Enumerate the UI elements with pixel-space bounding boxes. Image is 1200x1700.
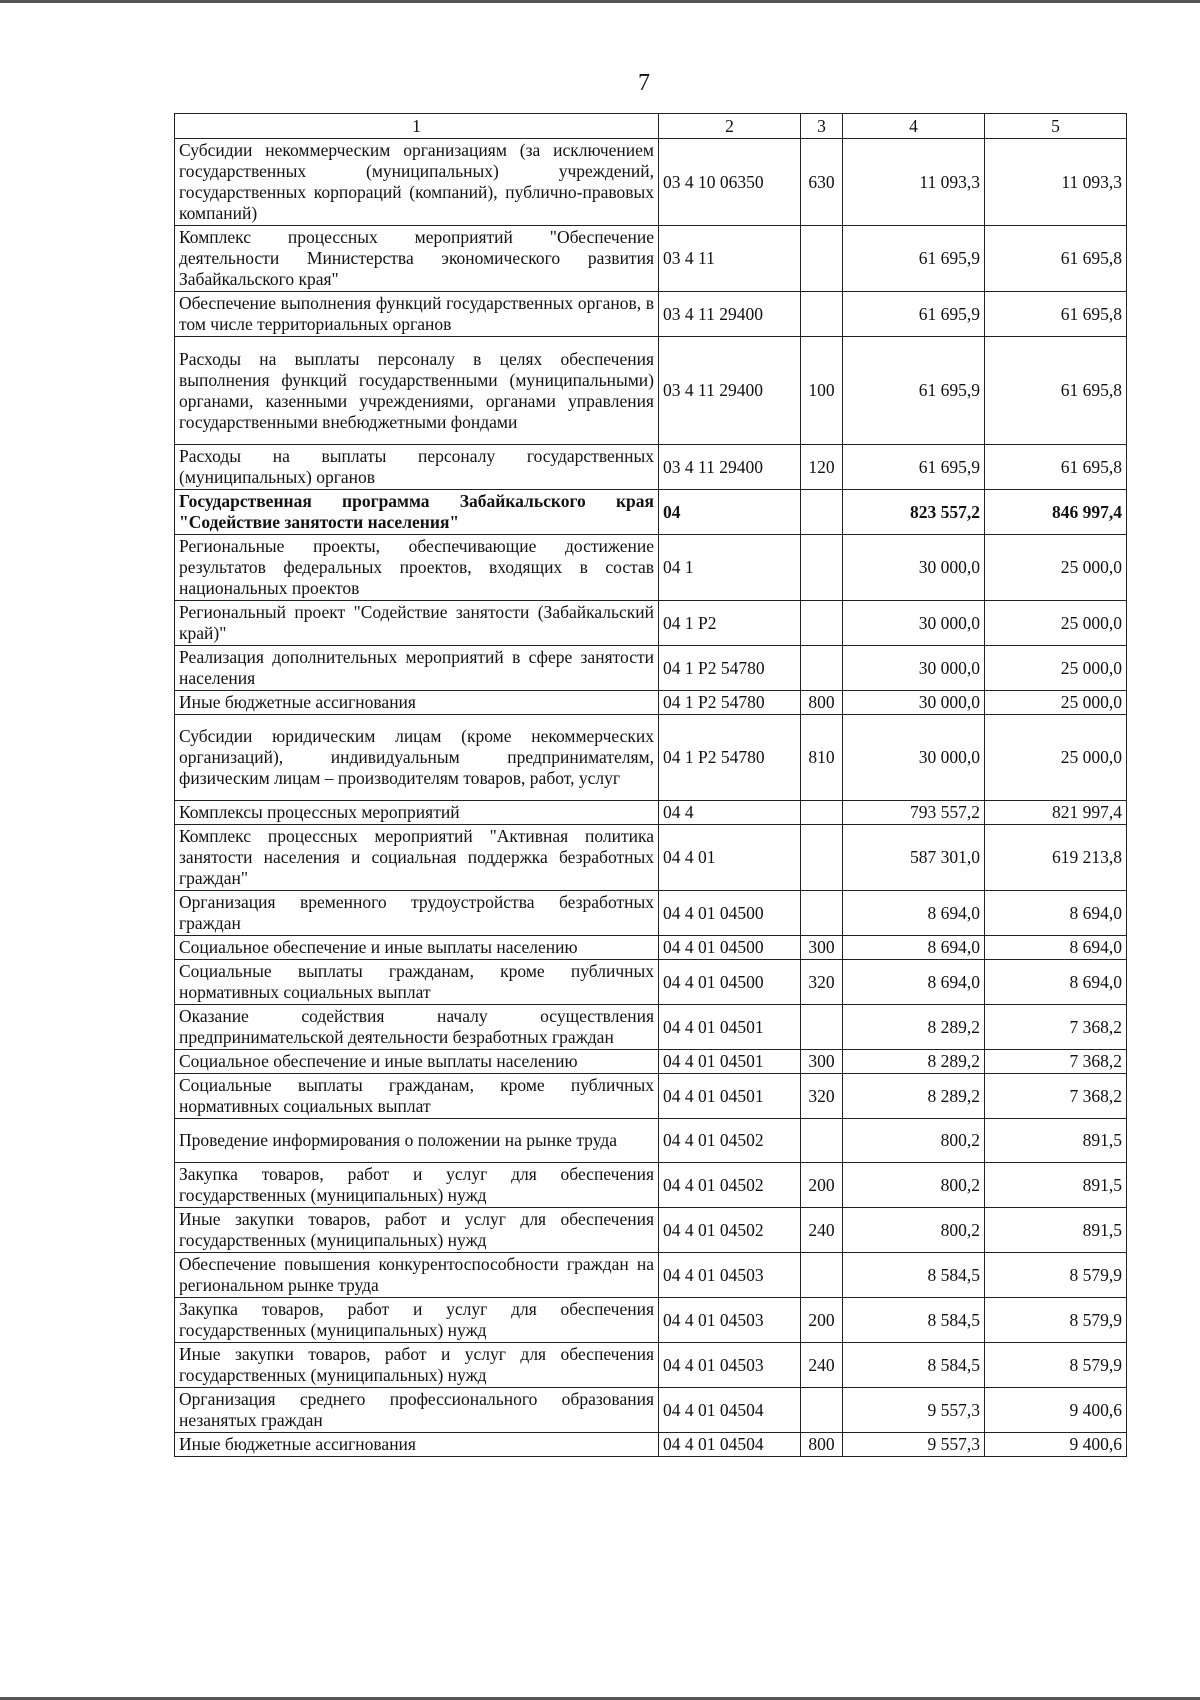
row-value-4-cell: 61 695,9 xyxy=(843,337,985,445)
table-row xyxy=(175,1163,1127,1208)
header-col-4: 4 xyxy=(843,114,985,139)
row-name-cell: Иные бюджетные ассигнования xyxy=(175,691,659,715)
table-body xyxy=(175,139,1127,1457)
table-row xyxy=(175,1298,1127,1343)
row-code-cell: 04 1 Р2 54780 xyxy=(659,691,801,715)
table-row xyxy=(175,801,1127,825)
table-row xyxy=(175,1208,1127,1253)
row-name-cell: Иные бюджетные ассигнования xyxy=(175,1433,659,1457)
row-name-cell: Оказание содействия началу осуществления предпринимательской деятельности безработных граждан xyxy=(175,1005,659,1050)
row-code-cell: 04 4 01 04500 xyxy=(659,960,801,1005)
table-row xyxy=(175,226,1127,292)
row-type-cell: 200 xyxy=(801,1163,843,1208)
row-value-4-cell: 8 289,2 xyxy=(843,1050,985,1074)
row-type-cell xyxy=(801,292,843,337)
row-name-cell: Субсидии некоммерческим организациям (за исключением государственных (муниципальных) учреждений, государственных корпораций (компаний), публично-правовых компаний) xyxy=(175,139,659,226)
row-type-cell xyxy=(801,226,843,292)
row-value-4-cell: 30 000,0 xyxy=(843,715,985,801)
row-value-4-cell: 61 695,9 xyxy=(843,226,985,292)
row-code-cell: 04 4 01 04504 xyxy=(659,1388,801,1433)
row-value-5-cell: 8 694,0 xyxy=(985,960,1127,1005)
row-value-4-cell: 11 093,3 xyxy=(843,139,985,226)
row-value-5-cell: 25 000,0 xyxy=(985,646,1127,691)
row-type-cell xyxy=(801,1388,843,1433)
table-row xyxy=(175,1388,1127,1433)
table-row xyxy=(175,1005,1127,1050)
row-value-5-cell: 61 695,8 xyxy=(985,445,1127,490)
row-name-cell: Социальное обеспечение и иные выплаты населению xyxy=(175,936,659,960)
row-value-5-cell: 891,5 xyxy=(985,1163,1127,1208)
row-value-5-cell: 8 579,9 xyxy=(985,1343,1127,1388)
row-value-4-cell: 9 557,3 xyxy=(843,1388,985,1433)
row-type-cell xyxy=(801,825,843,891)
row-code-cell: 03 4 11 29400 xyxy=(659,445,801,490)
row-type-cell: 200 xyxy=(801,1298,843,1343)
row-value-4-cell: 800,2 xyxy=(843,1163,985,1208)
row-code-cell: 04 4 01 04502 xyxy=(659,1163,801,1208)
row-type-cell xyxy=(801,601,843,646)
row-value-4-cell: 30 000,0 xyxy=(843,691,985,715)
row-value-4-cell: 8 289,2 xyxy=(843,1074,985,1119)
row-code-cell: 04 4 01 04501 xyxy=(659,1005,801,1050)
row-type-cell: 100 xyxy=(801,337,843,445)
row-value-4-cell: 793 557,2 xyxy=(843,801,985,825)
row-value-4-cell: 61 695,9 xyxy=(843,292,985,337)
row-type-cell xyxy=(801,535,843,601)
row-type-cell xyxy=(801,1253,843,1298)
row-value-5-cell: 61 695,8 xyxy=(985,292,1127,337)
table-row xyxy=(175,1050,1127,1074)
row-value-5-cell: 11 093,3 xyxy=(985,139,1127,226)
row-type-cell: 630 xyxy=(801,139,843,226)
table-row xyxy=(175,1433,1127,1457)
table-row xyxy=(175,960,1127,1005)
header-col-2: 2 xyxy=(659,114,801,139)
row-value-5-cell: 619 213,8 xyxy=(985,825,1127,891)
row-value-5-cell: 61 695,8 xyxy=(985,226,1127,292)
row-name-cell: Расходы на выплаты персоналу в целях обеспечения выполнения функций государственными (муниципальными) органами, казенными учреждениями, органами управления государственными внебюджетными фондами xyxy=(175,337,659,445)
table-row xyxy=(175,1343,1127,1388)
table-row xyxy=(175,1074,1127,1119)
row-name-cell: Государственная программа Забайкальского края "Содействие занятости населения" xyxy=(175,490,659,535)
row-type-cell: 300 xyxy=(801,1050,843,1074)
row-value-4-cell: 800,2 xyxy=(843,1208,985,1253)
row-value-5-cell: 8 694,0 xyxy=(985,891,1127,936)
table-row xyxy=(175,1119,1127,1163)
row-value-5-cell: 7 368,2 xyxy=(985,1074,1127,1119)
row-value-4-cell: 30 000,0 xyxy=(843,646,985,691)
row-value-4-cell: 8 694,0 xyxy=(843,891,985,936)
row-code-cell: 03 4 11 29400 xyxy=(659,337,801,445)
row-value-4-cell: 8 694,0 xyxy=(843,936,985,960)
row-value-5-cell: 25 000,0 xyxy=(985,715,1127,801)
row-value-4-cell: 30 000,0 xyxy=(843,601,985,646)
row-type-cell: 300 xyxy=(801,936,843,960)
row-value-5-cell: 846 997,4 xyxy=(985,490,1127,535)
header-col-3: 3 xyxy=(801,114,843,139)
row-name-cell: Организация временного трудоустройства безработных граждан xyxy=(175,891,659,936)
row-type-cell xyxy=(801,891,843,936)
row-name-cell: Обеспечение повышения конкурентоспособности граждан на региональном рынке труда xyxy=(175,1253,659,1298)
table-row xyxy=(175,601,1127,646)
table-row xyxy=(175,292,1127,337)
row-type-cell: 810 xyxy=(801,715,843,801)
row-type-cell: 320 xyxy=(801,1074,843,1119)
row-type-cell: 240 xyxy=(801,1208,843,1253)
row-value-5-cell: 821 997,4 xyxy=(985,801,1127,825)
table-row xyxy=(175,825,1127,891)
row-code-cell: 04 4 01 xyxy=(659,825,801,891)
row-value-4-cell: 30 000,0 xyxy=(843,535,985,601)
row-value-4-cell: 587 301,0 xyxy=(843,825,985,891)
row-code-cell: 04 4 01 04500 xyxy=(659,936,801,960)
row-value-4-cell: 8 694,0 xyxy=(843,960,985,1005)
row-name-cell: Организация среднего профессионального образования незанятых граждан xyxy=(175,1388,659,1433)
row-value-5-cell: 8 579,9 xyxy=(985,1253,1127,1298)
budget-table xyxy=(174,113,1127,1457)
row-value-5-cell: 9 400,6 xyxy=(985,1388,1127,1433)
row-type-cell: 800 xyxy=(801,1433,843,1457)
row-type-cell: 120 xyxy=(801,445,843,490)
row-value-5-cell: 891,5 xyxy=(985,1208,1127,1253)
header-row xyxy=(175,114,1127,139)
row-type-cell xyxy=(801,646,843,691)
table-row xyxy=(175,139,1127,226)
table-row xyxy=(175,445,1127,490)
row-name-cell: Комплекс процессных мероприятий "Активная политика занятости населения и социальная поддержка безработных граждан" xyxy=(175,825,659,891)
row-type-cell xyxy=(801,801,843,825)
row-value-4-cell: 9 557,3 xyxy=(843,1433,985,1457)
table-row xyxy=(175,490,1127,535)
row-code-cell: 03 4 11 29400 xyxy=(659,292,801,337)
page-number: 7 xyxy=(638,70,650,96)
row-value-4-cell: 8 584,5 xyxy=(843,1253,985,1298)
table-row xyxy=(175,1253,1127,1298)
header-col-1: 1 xyxy=(175,114,659,139)
row-value-4-cell: 8 289,2 xyxy=(843,1005,985,1050)
row-code-cell: 03 4 10 06350 xyxy=(659,139,801,226)
row-name-cell: Социальные выплаты гражданам, кроме публичных нормативных социальных выплат xyxy=(175,1074,659,1119)
row-code-cell: 04 4 01 04504 xyxy=(659,1433,801,1457)
row-type-cell: 240 xyxy=(801,1343,843,1388)
row-value-5-cell: 8 579,9 xyxy=(985,1298,1127,1343)
row-name-cell: Иные закупки товаров, работ и услуг для обеспечения государственных (муниципальных) нужд xyxy=(175,1343,659,1388)
page-edge-top xyxy=(0,0,1200,3)
row-value-5-cell: 7 368,2 xyxy=(985,1005,1127,1050)
table-row xyxy=(175,891,1127,936)
row-code-cell: 04 4 01 04501 xyxy=(659,1074,801,1119)
row-name-cell: Иные закупки товаров, работ и услуг для обеспечения государственных (муниципальных) нужд xyxy=(175,1208,659,1253)
row-type-cell: 320 xyxy=(801,960,843,1005)
row-name-cell: Закупка товаров, работ и услуг для обеспечения государственных (муниципальных) нужд xyxy=(175,1298,659,1343)
row-type-cell xyxy=(801,490,843,535)
row-code-cell: 04 4 01 04501 xyxy=(659,1050,801,1074)
row-value-5-cell: 9 400,6 xyxy=(985,1433,1127,1457)
row-code-cell: 04 4 01 04503 xyxy=(659,1253,801,1298)
row-value-4-cell: 8 584,5 xyxy=(843,1343,985,1388)
row-code-cell: 04 4 01 04502 xyxy=(659,1208,801,1253)
row-code-cell: 04 4 01 04500 xyxy=(659,891,801,936)
row-name-cell: Реализация дополнительных мероприятий в сфере занятости населения xyxy=(175,646,659,691)
row-type-cell xyxy=(801,1119,843,1163)
row-value-5-cell: 7 368,2 xyxy=(985,1050,1127,1074)
table-row xyxy=(175,691,1127,715)
header-col-5: 5 xyxy=(985,114,1127,139)
table-row xyxy=(175,535,1127,601)
row-name-cell: Закупка товаров, работ и услуг для обеспечения государственных (муниципальных) нужд xyxy=(175,1163,659,1208)
row-code-cell: 04 xyxy=(659,490,801,535)
row-code-cell: 03 4 11 xyxy=(659,226,801,292)
row-name-cell: Региональные проекты, обеспечивающие достижение результатов федеральных проектов, входящих в состав национальных проектов xyxy=(175,535,659,601)
row-code-cell: 04 4 01 04503 xyxy=(659,1298,801,1343)
row-value-5-cell: 25 000,0 xyxy=(985,601,1127,646)
row-name-cell: Социальное обеспечение и иные выплаты населению xyxy=(175,1050,659,1074)
table-header xyxy=(175,114,1127,139)
row-code-cell: 04 4 01 04503 xyxy=(659,1343,801,1388)
row-name-cell: Обеспечение выполнения функций государственных органов, в том числе территориальных органов xyxy=(175,292,659,337)
table-row xyxy=(175,715,1127,801)
row-name-cell: Проведение информирования о положении на рынке труда xyxy=(175,1119,659,1163)
row-value-5-cell: 25 000,0 xyxy=(985,535,1127,601)
row-code-cell: 04 1 Р2 54780 xyxy=(659,715,801,801)
row-code-cell: 04 1 Р2 xyxy=(659,601,801,646)
row-name-cell: Расходы на выплаты персоналу государственных (муниципальных) органов xyxy=(175,445,659,490)
row-name-cell: Комплекс процессных мероприятий "Обеспечение деятельности Министерства экономического развития Забайкальского края" xyxy=(175,226,659,292)
row-type-cell xyxy=(801,1005,843,1050)
row-value-4-cell: 800,2 xyxy=(843,1119,985,1163)
row-value-4-cell: 61 695,9 xyxy=(843,445,985,490)
table-row xyxy=(175,337,1127,445)
table-row xyxy=(175,646,1127,691)
row-value-5-cell: 61 695,8 xyxy=(985,337,1127,445)
row-value-5-cell: 8 694,0 xyxy=(985,936,1127,960)
table-row xyxy=(175,936,1127,960)
row-value-5-cell: 891,5 xyxy=(985,1119,1127,1163)
row-name-cell: Субсидии юридическим лицам (кроме некоммерческих организаций), индивидуальным предпринимателям, физическим лицам – производителям товаров, работ, услуг xyxy=(175,715,659,801)
row-value-4-cell: 8 584,5 xyxy=(843,1298,985,1343)
row-value-4-cell: 823 557,2 xyxy=(843,490,985,535)
row-name-cell: Социальные выплаты гражданам, кроме публичных нормативных социальных выплат xyxy=(175,960,659,1005)
row-type-cell: 800 xyxy=(801,691,843,715)
row-code-cell: 04 4 xyxy=(659,801,801,825)
row-value-5-cell: 25 000,0 xyxy=(985,691,1127,715)
row-name-cell: Региональный проект "Содействие занятости (Забайкальский край)" xyxy=(175,601,659,646)
row-code-cell: 04 1 Р2 54780 xyxy=(659,646,801,691)
row-name-cell: Комплексы процессных мероприятий xyxy=(175,801,659,825)
row-code-cell: 04 4 01 04502 xyxy=(659,1119,801,1163)
row-code-cell: 04 1 xyxy=(659,535,801,601)
